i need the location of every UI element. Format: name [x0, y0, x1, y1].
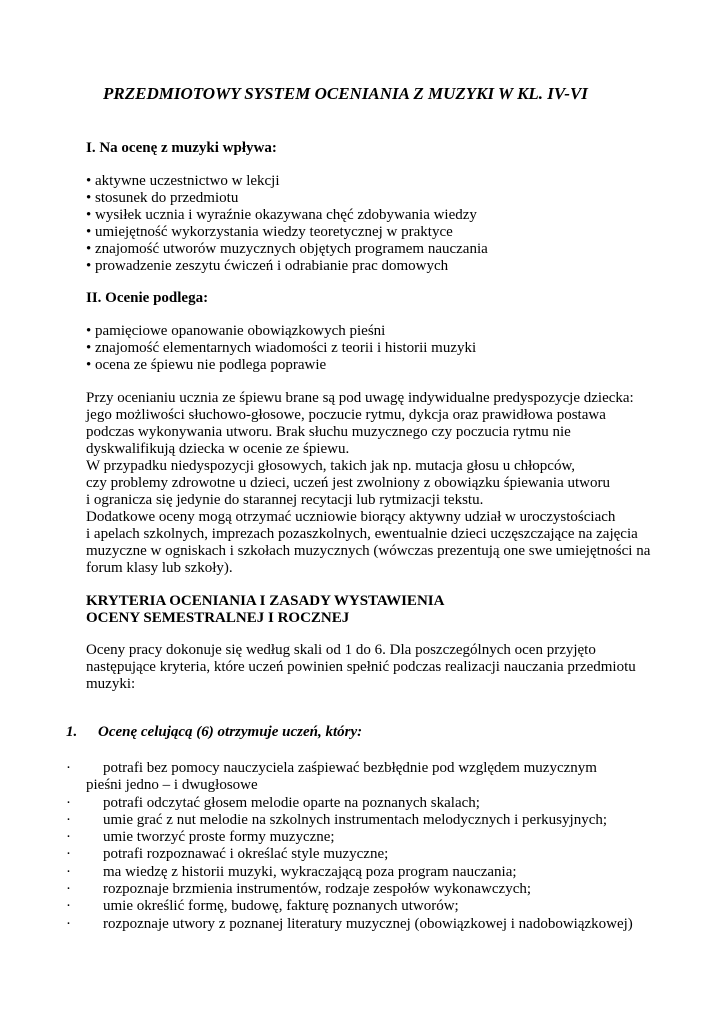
paragraph-line: muzyki:: [86, 676, 136, 692]
criteria-heading: [86, 593, 666, 627]
bullet-dot: ·: [66, 760, 71, 776]
bullet-dot: ·: [66, 881, 71, 898]
paragraph-line: forum klasy lub szkoły).: [86, 560, 233, 576]
section2-list: [86, 323, 666, 374]
criteria-heading-line: KRYTERIA OCENIANIA I ZASADY WYSTAWIENIA: [86, 593, 445, 609]
assessment-paragraph: [86, 390, 666, 577]
bullet-dot: ·: [66, 846, 71, 863]
criteria-item: · ma wiedzę z historii muzyki, wykraczającą poza program nauczania;: [66, 863, 517, 880]
criteria-intro: [86, 642, 666, 693]
paragraph-line: następujące kryteria, które uczeń powinien spełnić podczas realizacji nauczania przedmiotu: [86, 659, 636, 675]
paragraph-line: i ogranicza się jedynie do starannej recytacji lub rytmizacji tekstu.: [86, 492, 484, 508]
criteria-item: · potrafi rozpoznawać i określać style muzyczne;: [66, 846, 389, 863]
criteria-item: · potrafi bez pomocy nauczyciela zaśpiewać bezbłędnie pod względem muzycznym: [66, 760, 597, 776]
bullet-dot: ·: [66, 811, 71, 828]
paragraph-line: czy problemy zdrowotne u dzieci, uczeń jest zwolniony z obowiązku śpiewania utworu: [86, 475, 610, 491]
paragraph-line: podczas wykonywania utworu. Brak słuchu muzycznego czy poczucia rytmu nie: [86, 424, 571, 440]
bullet-dot: ·: [66, 898, 71, 915]
criteria-item: · umie określić formę, budowę, fakturę poznanych utworów;: [66, 898, 459, 915]
section1-heading: I. Na ocenę z muzyki wpływa:: [86, 140, 277, 156]
criteria-item: · rozpoznaje brzmienia instrumentów, rodzaje zespołów wykonawczych;: [66, 881, 532, 898]
section1-list: [86, 173, 666, 275]
paragraph-line: Przy ocenianiu ucznia ze śpiewu brane są pod uwagę indywidualne predyspozycje dziecka:: [86, 390, 634, 406]
list-item: • znajomość utworów muzycznych objętych programem nauczania: [86, 241, 488, 257]
criteria-item: · umie grać z nut melodie na szkolnych instrumentach melodycznych i perkusyjnych;: [66, 811, 608, 828]
grade6-heading-text: Ocenę celującą (6) otrzymuje uczeń, który:: [98, 724, 363, 740]
paragraph-line: jego możliwości słuchowo-głosowe, poczucie rytmu, dykcja oraz prawidłowa postawa: [86, 407, 606, 423]
criteria-item: · rozpoznaje utwory z poznanej literatury muzycznej (obowiązkowej i nadobowiązkowej): [66, 915, 633, 932]
criteria-item: · potrafi odczytać głosem melodie oparte na poznanych skalach;: [66, 794, 480, 811]
list-item: • ocena ze śpiewu nie podlega poprawie: [86, 357, 327, 373]
grade6-criteria-list: [66, 760, 666, 933]
list-item: • prowadzenie zeszytu ćwiczeń i odrabianie prac domowych: [86, 258, 449, 274]
paragraph-line: dyskwalifikują dziecka w ocenie ze śpiewu.: [86, 441, 350, 457]
criteria-heading-line: OCENY SEMESTRALNEJ I ROCZNEJ: [86, 610, 350, 626]
page-title: PRZEDMIOTOWY SYSTEM OCENIANIA Z MUZYKI W KL. IV-VI: [103, 84, 588, 103]
paragraph-line: i apelach szkolnych, imprezach pozaszkolnych, ewentualnie dzieci uczęszczające na zajęcia: [86, 526, 638, 542]
bullet-dot: ·: [66, 915, 71, 932]
list-item: • pamięciowe opanowanie obowiązkowych pieśni: [86, 323, 386, 339]
list-item: • aktywne uczestnictwo w lekcji: [86, 173, 280, 189]
section2-heading: II. Ocenie podlega:: [86, 290, 209, 306]
criteria-item-continuation: pieśni jedno – i dwugłosowe: [86, 777, 258, 794]
bullet-dot: ·: [66, 863, 71, 880]
grade6-heading: [66, 724, 362, 741]
list-item: • stosunek do przedmiotu: [86, 190, 239, 206]
bullet-dot: ·: [66, 829, 71, 846]
grade6-number: 1.: [66, 724, 78, 740]
bullet-dot: ·: [66, 794, 71, 811]
paragraph-line: Oceny pracy dokonuje się według skali od 1 do 6. Dla poszczególnych ocen przyjęto: [86, 642, 596, 658]
list-item: • znajomość elementarnych wiadomości z teorii i historii muzyki: [86, 340, 477, 356]
paragraph-line: W przypadku niedyspozycji głosowych, takich jak np. mutacja głosu u chłopców,: [86, 458, 576, 474]
paragraph-line: muzyczne w ogniskach i szkołach muzycznych (wówczas prezentują one swe umiejętności na: [86, 543, 651, 559]
list-item: • umiejętność wykorzystania wiedzy teoretycznej w praktyce: [86, 224, 453, 240]
criteria-item: · umie tworzyć proste formy muzyczne;: [66, 829, 335, 846]
paragraph-line: Dodatkowe oceny mogą otrzymać uczniowie biorący aktywny udział w uroczystościach: [86, 509, 616, 525]
list-item: • wysiłek ucznia i wyraźnie okazywana chęć zdobywania wiedzy: [86, 207, 477, 223]
